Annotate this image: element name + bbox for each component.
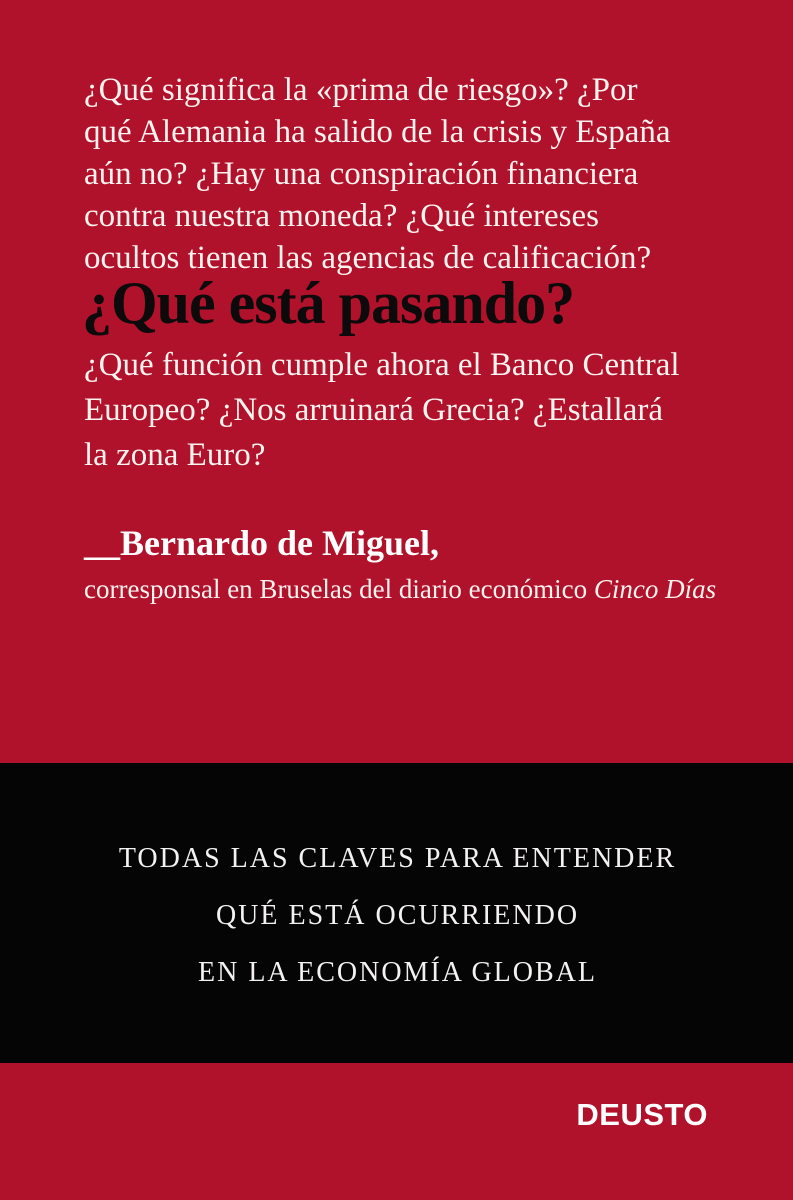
blurb-line: aún no? ¿Hay una conspiración financiera xyxy=(84,156,639,192)
author-name: Bernardo de Miguel, xyxy=(120,523,439,563)
publisher-logo: DEUSTO xyxy=(576,1097,708,1132)
tagline-banner xyxy=(0,763,793,1063)
blurb-questions-bottom xyxy=(84,343,680,478)
author-role-publication: Cinco Días xyxy=(593,574,717,604)
headline-title: ¿Qué está pasando? xyxy=(82,270,575,336)
blurb-line: contra nuestra moneda? ¿Qué intereses xyxy=(84,198,599,234)
author-name-line xyxy=(84,523,439,563)
author-role-text: corresponsal en Bruselas del diario económico xyxy=(84,574,594,604)
blurb-line: ¿Qué significa la «prima de riesgo»? ¿Por xyxy=(84,72,638,108)
blurb-line: ocultos tienen las agencias de calificación? xyxy=(84,240,652,276)
author-role-line xyxy=(84,573,716,605)
banner-line: QUÉ ESTÁ OCURRIENDO xyxy=(215,900,580,931)
author-prefix-underscores: __ xyxy=(84,523,120,563)
blurb-line: qué Alemania ha salido de la crisis y España xyxy=(84,114,671,150)
blurb-line: la zona Euro? xyxy=(84,437,266,473)
blurb-line: Europeo? ¿Nos arruinará Grecia? ¿Estallará xyxy=(84,392,663,428)
banner-line: EN LA ECONOMÍA GLOBAL xyxy=(198,957,597,988)
blurb-line: ¿Qué función cumple ahora el Banco Central xyxy=(84,347,680,383)
blurb-questions-top xyxy=(84,69,671,279)
banner-line: TODAS LAS CLAVES PARA ENTENDER xyxy=(118,843,677,874)
